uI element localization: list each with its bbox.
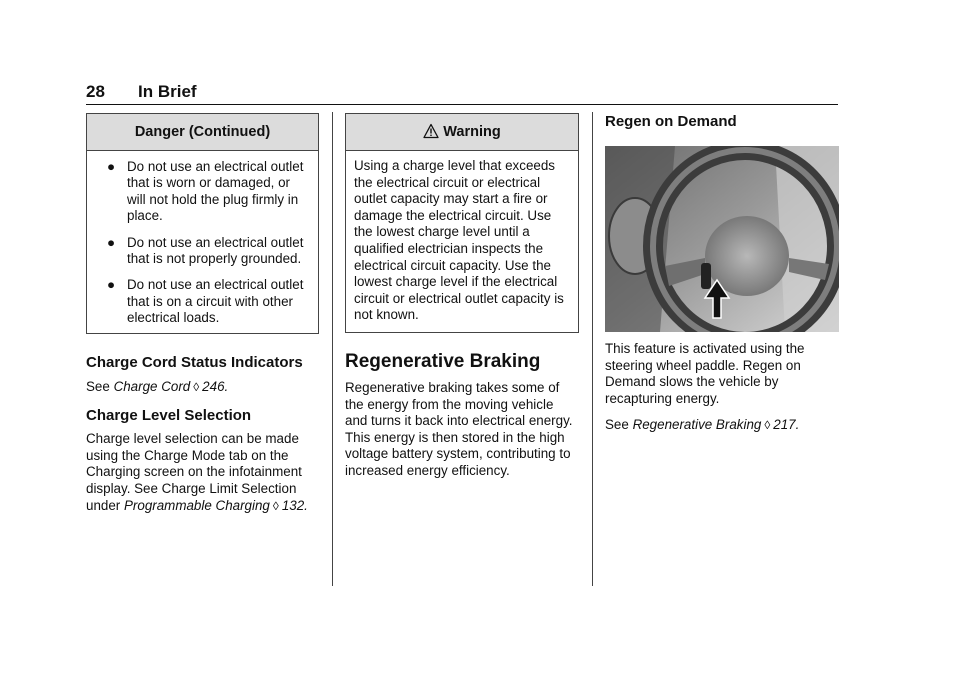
list-item — [95, 277, 310, 326]
bullet-text: Do not use an electrical outlet that is not properly grounded. — [127, 234, 304, 267]
page-header — [86, 80, 838, 105]
charge-cord-heading: Charge Cord Status Indicators — [86, 353, 303, 371]
steering-wheel-paddle-photo — [605, 146, 839, 332]
see-text: See — [86, 378, 110, 394]
see-text: See — [605, 417, 629, 433]
warning-title-text: Warning — [443, 124, 501, 140]
charge-level-paragraph — [86, 431, 319, 514]
regen-braking-paragraph: Regenerative braking takes some of the energy from the moving vehicle and turns it back into electrical energy. This energy is then stored in the high voltage battery system, contributing to increased energy efficiency. — [345, 379, 573, 478]
bullet-icon: ● — [107, 234, 116, 250]
programmable-charging-link[interactable]: Programmable Charging — [123, 497, 270, 513]
column-divider — [332, 112, 333, 586]
list-item — [95, 235, 310, 268]
section-title: In Brief — [138, 82, 197, 101]
charge-level-text: Charge level selection can be made using the Charge Mode tab on the Charging screen on the infotainment display. See Charge Limit Selection under — [86, 431, 302, 513]
regen-demand-see-paragraph — [605, 417, 839, 434]
warning-box — [345, 113, 579, 333]
regen-demand-heading: Regen on Demand — [605, 113, 737, 130]
page-ref-icon: ◊ — [193, 379, 200, 394]
bullet-icon: ● — [107, 277, 116, 293]
danger-box-title: Danger (Continued) — [87, 114, 318, 151]
column-2 — [345, 113, 579, 480]
regen-braking-heading: Regenerative Braking — [345, 350, 541, 372]
danger-box — [86, 113, 319, 334]
regen-demand-paragraph: This feature is activated using the steering wheel paddle. Regen on Demand slows the vehicle by recapturing energy. — [605, 341, 805, 406]
bullet-text: Do not use an electrical outlet that is worn or damaged, or will not hold the plug firmly in place. — [127, 159, 304, 224]
charge-cord-paragraph — [86, 379, 319, 396]
bullet-icon: ● — [107, 159, 116, 174]
warning-box-title — [346, 114, 578, 151]
column-divider — [592, 112, 593, 586]
page-ref-icon: ◊ — [272, 498, 279, 513]
list-item — [95, 159, 310, 225]
column-3 — [605, 113, 839, 434]
warning-text: Using a charge level that exceeds the electrical circuit or electrical outlet capacity may start a fire or damage the electrical circuit. Use the lowest charge level until a qualified electrician inspects the electrical circuit capacity. Use the lowest charge level if the electrical circuit or electrical outlet capacity is not known. — [354, 158, 564, 323]
page-number: 28 — [86, 82, 105, 101]
page-ref-icon: ◊ — [764, 418, 771, 433]
column-1 — [86, 113, 319, 514]
charge-level-heading: Charge Level Selection — [86, 407, 252, 425]
page-ref-number[interactable]: 246. — [202, 378, 229, 394]
page-ref-number[interactable]: 217. — [773, 417, 800, 433]
regenerative-braking-link[interactable]: Regenerative Braking — [632, 417, 762, 433]
danger-bullet-list — [95, 159, 310, 327]
page-ref-number[interactable]: 132. — [281, 497, 308, 513]
bullet-text: Do not use an electrical outlet that is on a circuit with other electrical loads. — [127, 277, 304, 326]
charge-cord-link[interactable]: Charge Cord — [113, 378, 191, 394]
warning-triangle-icon — [423, 123, 439, 139]
